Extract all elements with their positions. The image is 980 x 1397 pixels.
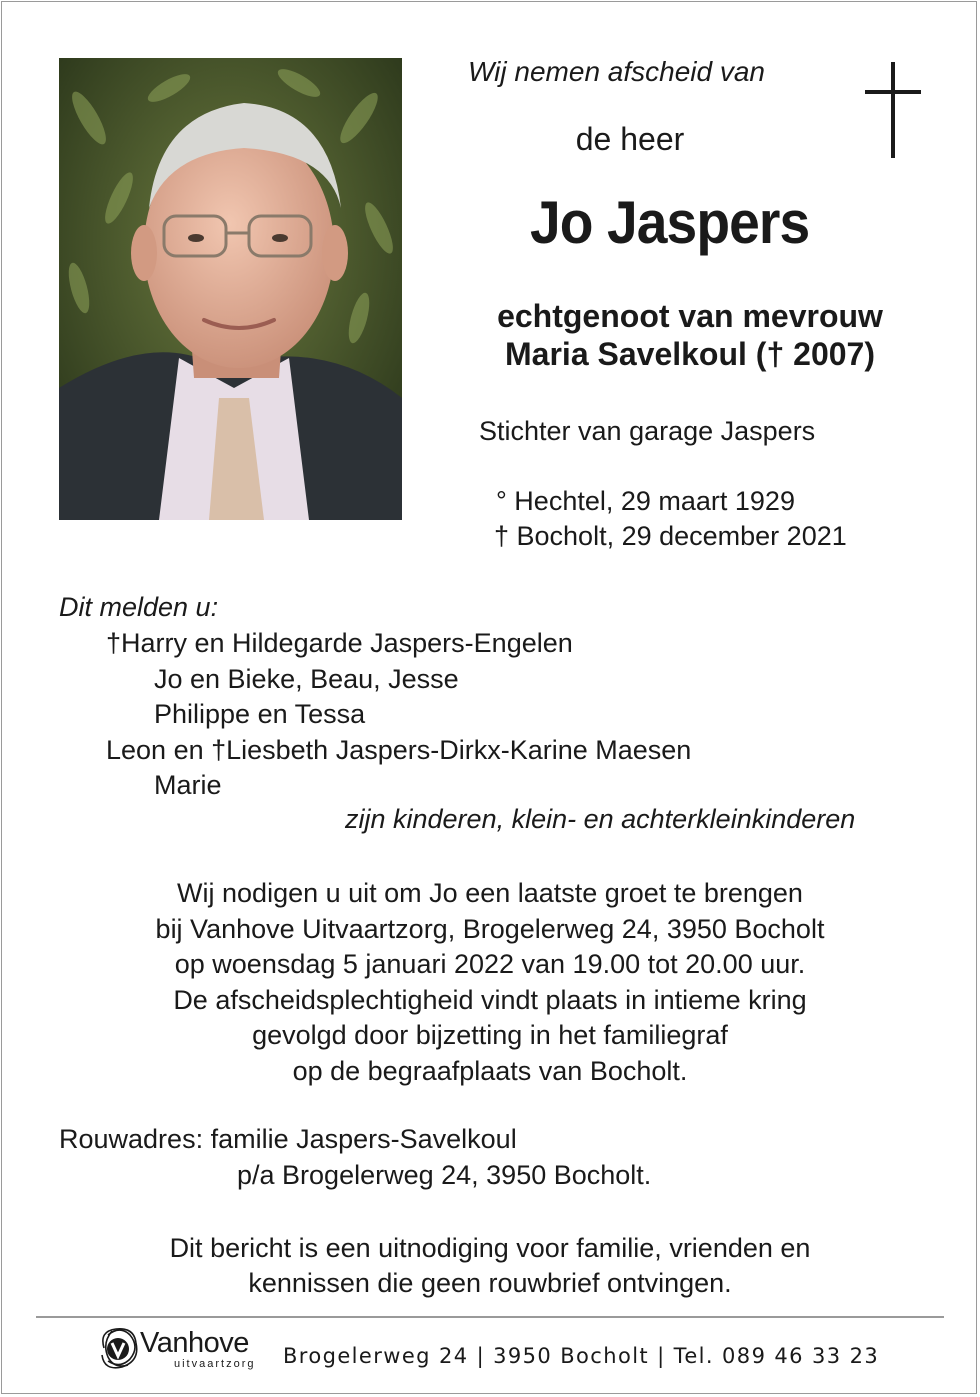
mourning-address-line-1: Rouwadres: familie Jaspers-Savelkoul	[59, 1124, 517, 1154]
footer-contact: Brogelerweg 24 | 3950 Bocholt | Tel. 089 46 33 23	[283, 1344, 880, 1368]
logo-subtitle: uitvaartzorg	[174, 1358, 256, 1370]
invitation-line: gevolgd door bijzetting in het familiegraf	[252, 1020, 728, 1050]
mourning-address-line-2: p/a Brogelerweg 24, 3950 Bocholt.	[237, 1160, 652, 1190]
invitation-note	[0, 1231, 980, 1301]
invitation-line: op de begraafplaats van Bocholt.	[292, 1055, 688, 1086]
note-line: Dit bericht is een uitnodiging voor familie, vrienden en	[169, 1233, 811, 1263]
invitation-line: Wij nodigen u uit om Jo een laatste groet te brengen	[177, 878, 803, 908]
relative-line: Leon en †Liesbeth Jaspers-Dirkx-Karine Maesen	[106, 735, 692, 765]
spouse-info	[420, 297, 960, 373]
deceased-name: Jo Jaspers	[530, 189, 810, 256]
relative-line: Marie	[154, 770, 222, 800]
vanhove-logo	[94, 1323, 266, 1377]
relative-line: Philippe en Tessa	[154, 699, 366, 729]
death-line: † Bocholt, 29 december 2021	[494, 521, 847, 551]
logo-emblem-icon	[94, 1323, 144, 1373]
note-line: kennissen die geen rouwbrief ontvingen.	[248, 1268, 732, 1298]
relative-line: †Harry en Hildegarde Jaspers-Engelen	[106, 628, 573, 658]
invitation-block	[0, 876, 980, 1089]
announcement-heading: Dit melden u:	[59, 592, 219, 622]
relative-line: Jo en Bieke, Beau, Jesse	[154, 664, 459, 694]
spouse-line-1: echtgenoot van mevrouw	[497, 298, 883, 334]
invitation-line: op woensdag 5 januari 2022 van 19.00 tot 20.00 uur.	[174, 949, 806, 979]
honorific: de heer	[575, 121, 685, 157]
invitation-line: bij Vanhove Uitvaartzorg, Brogelerweg 24, 3950 Bocholt	[155, 913, 825, 944]
intro-text: Wij nemen afscheid van	[468, 56, 766, 87]
logo-name: Vanhove	[140, 1327, 249, 1359]
invitation-line: De afscheidsplechtigheid vindt plaats in intieme kring	[173, 984, 807, 1015]
footer-divider	[36, 1316, 944, 1318]
birth-line: ° Hechtel, 29 maart 1929	[496, 486, 795, 516]
founder-line: Stichter van garage Jaspers	[479, 416, 816, 446]
relatives-summary: zijn kinderen, klein- en achterkleinkinderen	[345, 804, 856, 834]
spouse-line-2: Maria Savelkoul († 2007)	[505, 336, 875, 372]
